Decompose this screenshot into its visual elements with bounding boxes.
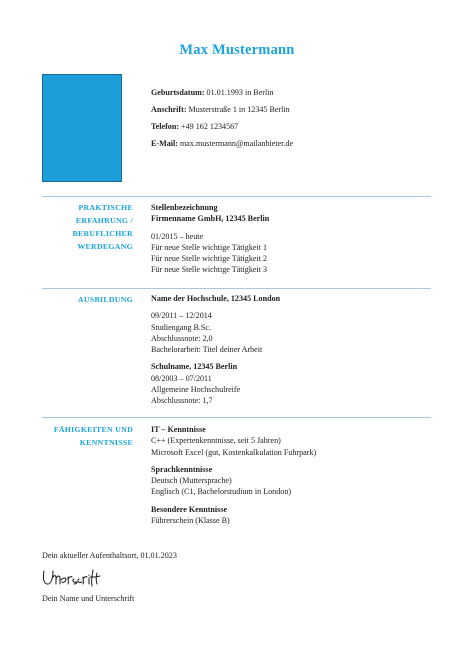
section-label-skills bbox=[41, 423, 133, 449]
section-label-line: BERUFLICHER bbox=[72, 229, 133, 238]
skill-item: Führerschein (Klasse B) bbox=[151, 516, 230, 526]
section-label-education: AUSBILDUNG bbox=[78, 295, 133, 304]
skills-content bbox=[151, 424, 431, 526]
skill-item: Englisch (C1, Bachelorstudium in London) bbox=[151, 487, 292, 497]
contact-birth-label: Geburtsdatum: bbox=[151, 88, 205, 97]
section-label-line: FÄHIGKEITEN UND bbox=[53, 425, 133, 434]
section-label-experience bbox=[41, 201, 133, 253]
job-task: Für neue Stelle wichtige Tätigkeit 2 bbox=[151, 254, 268, 264]
skills-language-title: Sprachkenntnisse bbox=[151, 464, 213, 474]
contact-email-value: max.mustermann@mailanbieter.de bbox=[177, 139, 294, 148]
section-divider bbox=[42, 196, 431, 197]
school-detail: Allgemeine Hochschulreife bbox=[151, 385, 241, 395]
skill-item: Deutsch (Muttersprache) bbox=[151, 476, 232, 486]
school-period: 08/2003 – 07/2011 bbox=[151, 373, 212, 383]
school-name: Schulname, 12345 Berlin bbox=[151, 362, 238, 372]
section-divider bbox=[42, 288, 431, 289]
skills-it-title: IT – Kenntnisse bbox=[151, 425, 206, 434]
job-period: 01/2015 – heute bbox=[151, 231, 204, 241]
place-date: Dein aktueller Aufenthaltsort, 01.01.2023 bbox=[42, 551, 177, 560]
contact-birth bbox=[151, 84, 293, 101]
job-task: Für neue Stelle wichtige Tätigkeit 1 bbox=[151, 242, 268, 252]
contact-address-label: Anschrift: bbox=[151, 105, 187, 114]
name-and-signature-caption: Dein Name und Unterschrift bbox=[42, 594, 135, 603]
section-label-line: WERDEGANG bbox=[77, 242, 133, 251]
contact-email-label: E-Mail: bbox=[151, 139, 178, 148]
university-detail: Studiengang B.Sc. bbox=[151, 322, 212, 332]
section-label-line: KENNTNISSE bbox=[79, 438, 133, 447]
contact-address-value: Musterstraße 1 in 12345 Berlin bbox=[186, 105, 290, 114]
contact-phone-label: Telefon: bbox=[151, 122, 180, 131]
signature-image bbox=[40, 565, 126, 589]
contact-block bbox=[151, 84, 293, 152]
contact-email bbox=[151, 135, 293, 152]
school-detail: Abschlussnote: 1,7 bbox=[151, 396, 213, 406]
contact-birth-value: 01.01.1993 in Berlin bbox=[204, 88, 274, 97]
contact-phone bbox=[151, 118, 293, 135]
skill-item: C++ (Expertenkenntnisse, seit 5 Jahren) bbox=[151, 436, 281, 446]
education-content bbox=[151, 293, 431, 407]
university-detail: Bachelorarbeit: Titel deiner Arbeit bbox=[151, 345, 263, 355]
university-name: Name der Hochschule, 12345 London bbox=[151, 294, 281, 303]
contact-phone-value: +49 162 1234567 bbox=[179, 122, 239, 131]
university-detail: Abschlussnote: 2,0 bbox=[151, 333, 213, 343]
photo-placeholder bbox=[42, 74, 122, 182]
section-label-line: PRAKTISCHE bbox=[78, 203, 133, 212]
job-task: Für neue Stelle wichtige Tätigkeit 3 bbox=[151, 265, 268, 275]
contact-address bbox=[151, 101, 293, 118]
cv-name-title: Max Mustermann bbox=[179, 42, 295, 58]
skills-other-title: Besondere Kenntnisse bbox=[151, 504, 228, 514]
section-divider bbox=[42, 417, 431, 418]
company-name: Firmenname GmbH, 12345 Berlin bbox=[151, 214, 270, 224]
job-title: Stellenbezeichnung bbox=[151, 203, 218, 212]
skill-item: Microsoft Excel (gut, Kostenkalkulation Fuhrpark) bbox=[151, 447, 317, 457]
section-label-line: ERFAHRUNG / bbox=[75, 216, 133, 225]
experience-content bbox=[151, 202, 431, 276]
university-period: 09/2011 – 12/2014 bbox=[151, 311, 212, 321]
